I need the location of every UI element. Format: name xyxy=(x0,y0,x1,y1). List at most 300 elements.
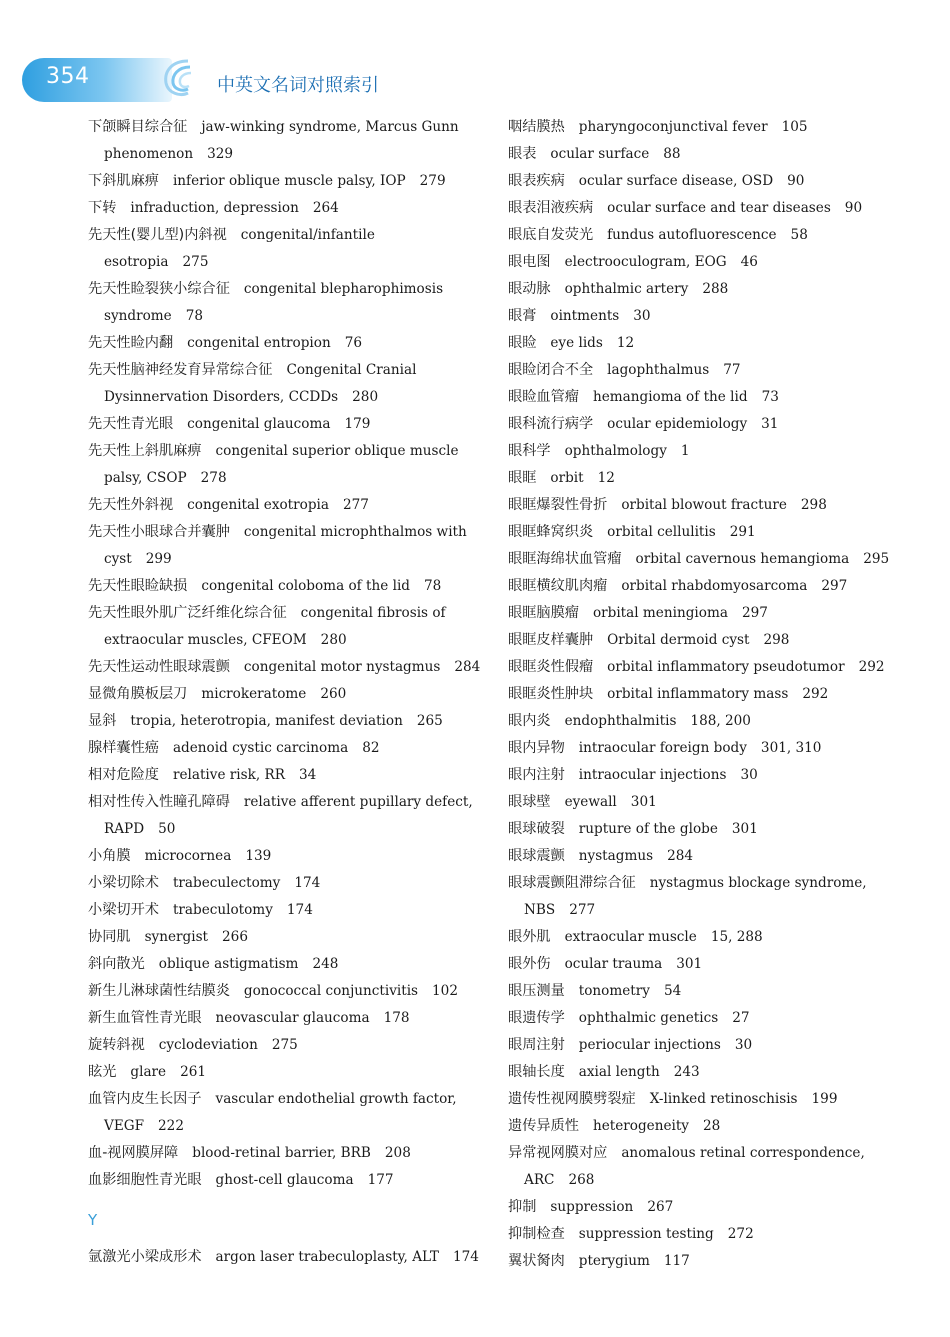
entry-english-term-continued: ARC xyxy=(524,1172,555,1188)
entry-english-term: congenital coloboma of the lid xyxy=(201,578,411,594)
entry-chinese-term: 显斜 xyxy=(88,713,117,729)
index-entry xyxy=(88,951,488,978)
entry-english-term-continued: syndrome xyxy=(104,308,172,324)
entry-chinese-term: 下颌瞬目综合征 xyxy=(88,119,188,135)
entry-english-term: orbital inflammatory pseudotumor xyxy=(607,659,845,675)
entry-page-ref: 277 xyxy=(342,497,369,513)
index-entry xyxy=(508,1032,928,1059)
entry-chinese-term: 相对性传入性瞳孔障碍 xyxy=(88,794,230,810)
entry-english-term: nystagmus blockage syndrome, xyxy=(649,875,867,891)
entry-chinese-term: 眼球震颤 xyxy=(508,848,565,864)
entry-english-term: cyclodeviation xyxy=(158,1037,258,1053)
page-number: 354 xyxy=(46,64,90,89)
entry-english-term-continued: RAPD xyxy=(104,821,145,837)
entry-page-ref: 278 xyxy=(200,470,227,486)
entry-english-term: congenital/infantile xyxy=(240,227,375,243)
index-entry xyxy=(88,681,488,708)
index-entry xyxy=(88,924,488,951)
entry-chinese-term: 眼膏 xyxy=(508,308,537,324)
index-entry xyxy=(88,1086,488,1140)
entry-chinese-term: 眼动脉 xyxy=(508,281,551,297)
index-entry xyxy=(508,1140,928,1194)
entry-english-term: congenital microphthalmos with xyxy=(243,524,467,540)
index-entry xyxy=(508,1221,928,1248)
entry-english-term-continued: palsy, CSOP xyxy=(104,470,187,486)
entry-english-term: ointments xyxy=(550,308,620,324)
index-column-right xyxy=(508,114,928,1275)
index-column-left xyxy=(88,114,488,1271)
entry-page-ref: 329 xyxy=(207,146,234,162)
index-entry xyxy=(88,114,488,168)
entry-chinese-term: 眼表泪液疾病 xyxy=(508,200,594,216)
index-entry xyxy=(508,600,928,627)
entry-chinese-term: 血-视网膜屏障 xyxy=(88,1145,179,1161)
entry-page-ref: 301 xyxy=(676,956,703,972)
index-entry xyxy=(508,627,928,654)
index-entry xyxy=(508,465,928,492)
entry-english-term: microcornea xyxy=(144,848,232,864)
entry-english-term: orbital meningioma xyxy=(592,605,728,621)
entry-page-ref: 76 xyxy=(344,335,363,351)
index-entry xyxy=(508,735,928,762)
entry-english-term: ocular surface and tear diseases xyxy=(607,200,831,216)
entry-chinese-term: 先天性运动性眼球震颤 xyxy=(88,659,230,675)
entry-page-ref: 12 xyxy=(616,335,635,351)
entry-english-term: blood-retinal barrier, BRB xyxy=(192,1145,371,1161)
entry-chinese-term: 新生儿淋球菌性结膜炎 xyxy=(88,983,230,999)
entry-english-term: lagophthalmus xyxy=(607,362,710,378)
entry-chinese-term: 翼状胬肉 xyxy=(508,1253,565,1269)
entry-page-ref: 82 xyxy=(362,740,380,756)
entry-english-term: adenoid cystic carcinoma xyxy=(172,740,349,756)
entry-page-ref: 174 xyxy=(453,1249,479,1265)
entry-page-ref: 297 xyxy=(741,605,768,621)
entry-chinese-term: 显微角膜板层刀 xyxy=(88,686,188,702)
entry-chinese-term: 先天性眼睑缺损 xyxy=(88,578,188,594)
entry-page-ref: 284 xyxy=(454,659,481,675)
entry-chinese-term: 眼底自发荧光 xyxy=(508,227,594,243)
index-entry xyxy=(508,708,928,735)
index-entry xyxy=(508,168,928,195)
swirl-logo-icon xyxy=(158,55,198,101)
entry-english-term: hemangioma of the lid xyxy=(592,389,748,405)
entry-english-term: congenital superior oblique muscle xyxy=(215,443,459,459)
index-entry xyxy=(508,789,928,816)
index-entry xyxy=(508,276,928,303)
entry-chinese-term: 眼外伤 xyxy=(508,956,551,972)
entry-english-term-continued: extraocular muscles, CFEOM xyxy=(104,632,307,648)
entry-chinese-term: 眼眶皮样囊肿 xyxy=(508,632,594,648)
entry-chinese-term: 眼眶炎性假瘤 xyxy=(508,659,594,675)
page-header xyxy=(0,0,950,110)
entry-page-ref: 288 xyxy=(702,281,729,297)
entry-page-ref: 28 xyxy=(702,1118,721,1134)
index-entry xyxy=(508,492,928,519)
entry-page-ref: 139 xyxy=(245,848,272,864)
entry-english-term: Congenital Cranial xyxy=(286,362,417,378)
entry-page-ref: 54 xyxy=(663,983,682,999)
entry-english-term: trabeculotomy xyxy=(172,902,273,918)
index-entry xyxy=(88,870,488,897)
entry-english-term: relative risk, RR xyxy=(172,767,285,783)
entry-english-term: trabeculectomy xyxy=(172,875,281,891)
entry-english-term: argon laser trabeculoplasty, ALT xyxy=(215,1249,439,1265)
entry-chinese-term: 血管内皮生长因子 xyxy=(88,1091,202,1107)
entry-english-term: pterygium xyxy=(578,1253,650,1269)
index-entry xyxy=(88,195,488,222)
entry-english-term: eye lids xyxy=(550,335,603,351)
entry-chinese-term: 眼睑血管瘤 xyxy=(508,389,579,405)
entry-english-term: eyewall xyxy=(564,794,617,810)
index-entry xyxy=(508,249,928,276)
entry-chinese-term: 眼眶海绵状血管瘤 xyxy=(508,551,622,567)
entry-chinese-term: 血影细胞性青光眼 xyxy=(88,1172,202,1188)
index-entry xyxy=(508,141,928,168)
entry-page-ref: 275 xyxy=(271,1037,298,1053)
entry-page-ref: 291 xyxy=(729,524,756,540)
entry-page-ref: 73 xyxy=(761,389,779,405)
entry-page-ref: 208 xyxy=(384,1145,411,1161)
entry-english-term: vascular endothelial growth factor, xyxy=(215,1091,457,1107)
entry-page-ref: 243 xyxy=(673,1064,700,1080)
entry-page-ref: 46 xyxy=(740,254,758,270)
entry-page-ref: 15, 288 xyxy=(710,929,763,945)
entry-english-term: synergist xyxy=(144,929,209,945)
entry-chinese-term: 眼球震颤阻滞综合征 xyxy=(508,875,636,891)
index-entry xyxy=(508,384,928,411)
index-entry xyxy=(88,438,488,492)
entry-page-ref: 27 xyxy=(732,1010,750,1026)
entry-english-term-continued: Dysinnervation Disorders, CCDDs xyxy=(104,389,339,405)
entry-page-ref: 34 xyxy=(298,767,317,783)
entry-english-term: suppression xyxy=(550,1199,634,1215)
entry-page-ref: 30 xyxy=(633,308,651,324)
entry-page-ref: 102 xyxy=(432,983,458,999)
entry-chinese-term: 眼科流行病学 xyxy=(508,416,594,432)
entry-english-term: ocular trauma xyxy=(564,956,663,972)
entry-english-term: orbital cavernous hemangioma xyxy=(635,551,850,567)
index-entry xyxy=(88,222,488,276)
index-entry xyxy=(508,519,928,546)
index-entry xyxy=(88,1140,488,1167)
index-entry xyxy=(88,735,488,762)
index-entry xyxy=(88,1005,488,1032)
entry-chinese-term: 先天性脑神经发育异常综合征 xyxy=(88,362,273,378)
entry-chinese-term: 先天性外斜视 xyxy=(88,497,174,513)
entry-english-term: ophthalmic genetics xyxy=(578,1010,719,1026)
entry-chinese-term: 眼眶脑膜瘤 xyxy=(508,605,579,621)
entry-english-term-continued: cyst xyxy=(104,551,132,567)
entry-chinese-term: 眼眶蜂窝织炎 xyxy=(508,524,594,540)
entry-english-term: relative afferent pupillary defect, xyxy=(243,794,473,810)
entry-page-ref: 174 xyxy=(286,902,313,918)
entry-english-term-continued: VEGF xyxy=(104,1118,145,1134)
entry-english-term: glare xyxy=(130,1064,167,1080)
entry-chinese-term: 眼球壁 xyxy=(508,794,551,810)
entry-english-term: congenital glaucoma xyxy=(187,416,331,432)
entry-english-term: jaw-winking syndrome, Marcus Gunn xyxy=(201,119,459,135)
index-entry xyxy=(88,1244,488,1271)
entry-page-ref: 292 xyxy=(802,686,829,702)
entry-page-ref: 266 xyxy=(222,929,248,945)
index-entry xyxy=(508,816,928,843)
entry-english-term: periocular injections xyxy=(578,1037,721,1053)
index-entry xyxy=(508,303,928,330)
entry-english-term: gonococcal conjunctivitis xyxy=(243,983,419,999)
entry-english-term: congenital exotropia xyxy=(187,497,329,513)
entry-english-term: congenital entropion xyxy=(187,335,331,351)
entry-english-term: ocular epidemiology xyxy=(607,416,748,432)
entry-chinese-term: 氩激光小梁成形术 xyxy=(88,1249,202,1265)
entry-page-ref: 267 xyxy=(647,1199,674,1215)
entry-page-ref: 117 xyxy=(663,1253,690,1269)
entry-english-term-continued: phenomenon xyxy=(104,146,194,162)
entry-page-ref: 12 xyxy=(597,470,615,486)
entry-chinese-term: 眼内炎 xyxy=(508,713,551,729)
entry-chinese-term: 下斜肌麻痹 xyxy=(88,173,159,189)
entry-english-term: inferior oblique muscle palsy, IOP xyxy=(172,173,406,189)
entry-chinese-term: 腺样囊性癌 xyxy=(88,740,159,756)
entry-page-ref: 280 xyxy=(352,389,379,405)
entry-page-ref: 295 xyxy=(863,551,890,567)
entry-english-term: axial length xyxy=(578,1064,660,1080)
entry-chinese-term: 先天性(婴儿型)内斜视 xyxy=(88,227,227,243)
entry-english-term: orbital rhabdomyosarcoma xyxy=(621,578,808,594)
entry-english-term-continued: esotropia xyxy=(104,254,169,270)
index-entry xyxy=(508,222,928,249)
entry-page-ref: 177 xyxy=(367,1172,394,1188)
index-entry xyxy=(508,1194,928,1221)
entry-chinese-term: 小角膜 xyxy=(88,848,131,864)
entry-chinese-term: 旋转斜视 xyxy=(88,1037,145,1053)
index-entry xyxy=(88,843,488,870)
entry-page-ref: 179 xyxy=(344,416,371,432)
entry-english-term: orbital blowout fracture xyxy=(621,497,787,513)
entry-chinese-term: 眼表 xyxy=(508,146,537,162)
entry-page-ref: 174 xyxy=(294,875,321,891)
page-number-tab xyxy=(22,58,172,102)
entry-page-ref: 280 xyxy=(320,632,347,648)
entry-english-term: congenital fibrosis of xyxy=(300,605,446,621)
index-entry xyxy=(508,762,928,789)
entry-page-ref: 265 xyxy=(416,713,443,729)
entry-page-ref: 88 xyxy=(663,146,681,162)
entry-chinese-term: 咽结膜热 xyxy=(508,119,565,135)
entry-english-term: rupture of the globe xyxy=(578,821,718,837)
entry-page-ref: 279 xyxy=(419,173,446,189)
entry-page-ref: 78 xyxy=(185,308,204,324)
entry-chinese-term: 抑制 xyxy=(508,1199,537,1215)
entry-chinese-term: 眼周注射 xyxy=(508,1037,565,1053)
entry-chinese-term: 下转 xyxy=(88,200,117,216)
index-entry xyxy=(88,168,488,195)
entry-page-ref: 30 xyxy=(740,767,758,783)
entry-page-ref: 284 xyxy=(667,848,694,864)
index-entry xyxy=(508,1113,928,1140)
entry-page-ref: 188, 200 xyxy=(690,713,751,729)
index-entry xyxy=(508,114,928,141)
entry-english-term: orbital inflammatory mass xyxy=(607,686,789,702)
index-entry xyxy=(508,546,928,573)
entry-chinese-term: 遗传性视网膜劈裂症 xyxy=(508,1091,636,1107)
entry-chinese-term: 眼外肌 xyxy=(508,929,551,945)
entry-page-ref: 248 xyxy=(312,956,339,972)
entry-page-ref: 199 xyxy=(811,1091,838,1107)
entry-english-term: suppression testing xyxy=(578,1226,714,1242)
index-entry xyxy=(508,1005,928,1032)
entry-page-ref: 261 xyxy=(180,1064,207,1080)
entry-chinese-term: 先天性小眼球合并囊肿 xyxy=(88,524,230,540)
index-entry xyxy=(508,357,928,384)
index-entry xyxy=(508,870,928,924)
entry-english-term: nystagmus xyxy=(578,848,654,864)
entry-chinese-term: 眼眶 xyxy=(508,470,537,486)
entry-chinese-term: 眼压测量 xyxy=(508,983,565,999)
entry-page-ref: 272 xyxy=(727,1226,754,1242)
entry-page-ref: 77 xyxy=(723,362,741,378)
index-entry xyxy=(508,654,928,681)
entry-chinese-term: 异常视网膜对应 xyxy=(508,1145,608,1161)
section-title: 中英文名词对照索引 xyxy=(217,75,379,96)
index-entry xyxy=(508,573,928,600)
entry-chinese-term: 先天性睑裂狭小综合征 xyxy=(88,281,230,297)
entry-page-ref: 301 xyxy=(731,821,758,837)
entry-english-term: pharyngoconjunctival fever xyxy=(578,119,768,135)
entry-page-ref: 292 xyxy=(858,659,885,675)
index-entry xyxy=(88,978,488,1005)
index-entry xyxy=(508,951,928,978)
index-entry xyxy=(88,519,488,573)
entry-chinese-term: 眼电图 xyxy=(508,254,551,270)
index-entry xyxy=(508,1086,928,1113)
entry-chinese-term: 眼眶爆裂性骨折 xyxy=(508,497,608,513)
entry-chinese-term: 先天性眼外肌广泛纤维化综合征 xyxy=(88,605,287,621)
entry-page-ref: 105 xyxy=(781,119,808,135)
entry-chinese-term: 新生血管性青光眼 xyxy=(88,1010,202,1026)
entry-page-ref: 275 xyxy=(182,254,209,270)
entry-english-term: ophthalmic artery xyxy=(564,281,689,297)
entry-english-term: endophthalmitis xyxy=(564,713,677,729)
entry-page-ref: 260 xyxy=(320,686,347,702)
entry-chinese-term: 先天性睑内翻 xyxy=(88,335,174,351)
entry-english-term: tropia, heterotropia, manifest deviation xyxy=(130,713,403,729)
entry-english-term: anomalous retinal correspondence, xyxy=(621,1145,865,1161)
index-entry xyxy=(88,897,488,924)
entry-page-ref: 58 xyxy=(790,227,808,243)
index-entry xyxy=(508,195,928,222)
index-entry xyxy=(88,708,488,735)
index-entry xyxy=(88,276,488,330)
index-entry xyxy=(88,762,488,789)
entry-page-ref: 178 xyxy=(383,1010,410,1026)
index-entry xyxy=(88,1059,488,1086)
entry-english-term: congenital motor nystagmus xyxy=(243,659,441,675)
index-entry xyxy=(508,411,928,438)
entry-chinese-term: 遗传异质性 xyxy=(508,1118,579,1134)
index-entry xyxy=(88,1032,488,1059)
entry-chinese-term: 眼表疾病 xyxy=(508,173,565,189)
index-entry xyxy=(508,681,928,708)
index-entry xyxy=(508,1248,928,1275)
entry-chinese-term: 先天性上斜肌麻痹 xyxy=(88,443,202,459)
entry-page-ref: 268 xyxy=(568,1172,595,1188)
entry-english-term: orbital cellulitis xyxy=(607,524,716,540)
entry-page-ref: 277 xyxy=(569,902,596,918)
entry-chinese-term: 眼睑闭合不全 xyxy=(508,362,594,378)
index-entry xyxy=(508,924,928,951)
entry-page-ref: 31 xyxy=(761,416,779,432)
entry-page-ref: 297 xyxy=(821,578,848,594)
entry-chinese-term: 小梁切开术 xyxy=(88,902,159,918)
entry-english-term: X-linked retinoschisis xyxy=(649,1091,798,1107)
index-entry xyxy=(508,978,928,1005)
entry-page-ref: 222 xyxy=(158,1118,184,1134)
entry-english-term: heterogeneity xyxy=(592,1118,689,1134)
index-entry xyxy=(88,654,488,681)
entry-english-term: Orbital dermoid cyst xyxy=(607,632,750,648)
entry-english-term: fundus autofluorescence xyxy=(607,227,777,243)
entry-english-term: orbit xyxy=(550,470,584,486)
entry-english-term-continued: NBS xyxy=(524,902,556,918)
entry-chinese-term: 眼球破裂 xyxy=(508,821,565,837)
entry-english-term: infraduction, depression xyxy=(130,200,299,216)
entry-page-ref: 298 xyxy=(763,632,790,648)
index-entry xyxy=(88,573,488,600)
entry-page-ref: 30 xyxy=(734,1037,753,1053)
entry-chinese-term: 眼眶横纹肌肉瘤 xyxy=(508,578,608,594)
entry-english-term: extraocular muscle xyxy=(564,929,697,945)
entry-page-ref: 90 xyxy=(844,200,863,216)
entry-english-term: electrooculogram, EOG xyxy=(564,254,727,270)
entry-chinese-term: 眼眶炎性肿块 xyxy=(508,686,594,702)
entry-page-ref: 264 xyxy=(312,200,339,216)
index-entry xyxy=(508,1059,928,1086)
entry-chinese-term: 小梁切除术 xyxy=(88,875,159,891)
entry-page-ref: 1 xyxy=(680,443,690,459)
entry-english-term: ocular surface xyxy=(550,146,650,162)
entry-english-term: intraocular foreign body xyxy=(578,740,747,756)
index-entry xyxy=(88,411,488,438)
entry-page-ref: 301 xyxy=(630,794,657,810)
index-entry xyxy=(88,600,488,654)
index-entry xyxy=(88,357,488,411)
index-entry xyxy=(88,1167,488,1194)
entry-english-term: oblique astigmatism xyxy=(158,956,299,972)
entry-english-term: microkeratome xyxy=(201,686,307,702)
entry-page-ref: 299 xyxy=(145,551,172,567)
index-entry xyxy=(88,330,488,357)
entry-chinese-term: 眼轴长度 xyxy=(508,1064,565,1080)
entry-chinese-term: 先天性青光眼 xyxy=(88,416,174,432)
index-entry xyxy=(508,330,928,357)
entry-english-term: ghost-cell glaucoma xyxy=(215,1172,354,1188)
entry-page-ref: 78 xyxy=(424,578,442,594)
entry-english-term: neovascular glaucoma xyxy=(215,1010,370,1026)
entry-chinese-term: 眼内异物 xyxy=(508,740,565,756)
entry-english-term: intraocular injections xyxy=(578,767,727,783)
entry-chinese-term: 眼睑 xyxy=(508,335,537,351)
entry-english-term: ocular surface disease, OSD xyxy=(578,173,774,189)
entry-chinese-term: 斜向散光 xyxy=(88,956,145,972)
entry-chinese-term: 眼内注射 xyxy=(508,767,565,783)
entry-page-ref: 301, 310 xyxy=(760,740,822,756)
entry-page-ref: 298 xyxy=(800,497,827,513)
entry-chinese-term: 眼科学 xyxy=(508,443,551,459)
entry-english-term: congenital blepharophimosis xyxy=(243,281,444,297)
entry-page-ref: 50 xyxy=(158,821,176,837)
section-letter-y: Y xyxy=(88,1211,98,1229)
entry-chinese-term: 眼遗传学 xyxy=(508,1010,565,1026)
